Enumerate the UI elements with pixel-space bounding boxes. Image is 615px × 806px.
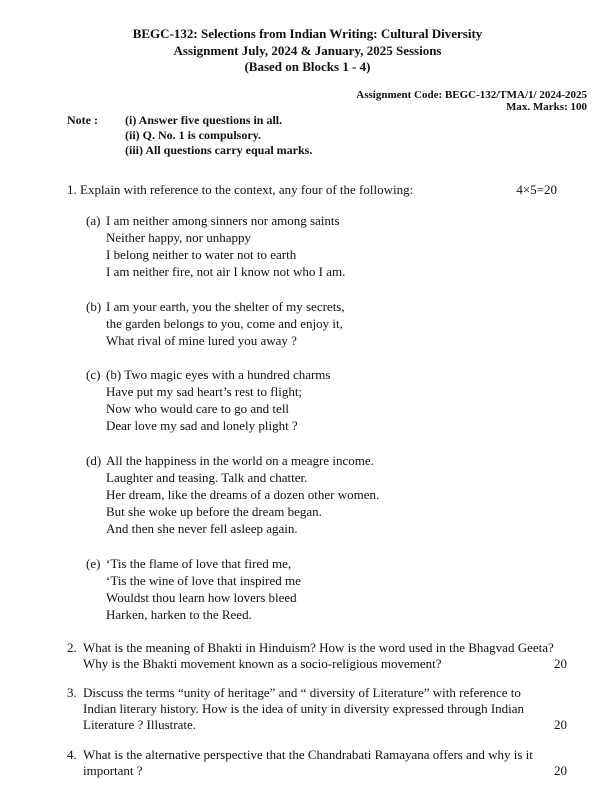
passage-label: (b) [86, 299, 102, 314]
question-number: 3. [67, 685, 77, 700]
passage-line: Laughter and teasing. Talk and chatter. [106, 470, 308, 485]
question-number: 2. [67, 640, 77, 655]
passage-line-text: (b) Two magic eyes with a hundred charms [106, 367, 331, 382]
question-line: Indian literary history. How is the idea of unity in diversity expressed through Indian [83, 701, 525, 716]
passage-line [86, 555, 301, 572]
question-3 [67, 685, 587, 735]
passage-b [86, 298, 345, 349]
question-text [83, 685, 583, 733]
passage-a [86, 212, 345, 280]
passage-line [86, 366, 330, 383]
question-line: Why is the Bhakti movement known as a socio-religious movement? [83, 656, 442, 671]
passage-line: What rival of mine lured you away ? [106, 333, 297, 348]
question-line: What is the meaning of Bhakti in Hinduism? How is the word used in the Bhagvad Geeta? [83, 640, 554, 655]
note-label: Note : [67, 113, 98, 127]
passage-line: Neither happy, nor unhappy [106, 230, 252, 245]
passage-line: Harken, harken to the Reed. [106, 607, 252, 622]
passage-line: the garden belongs to you, come and enjoy it, [106, 316, 343, 331]
passage-line: I belong neither to water not to earth [106, 247, 297, 262]
passage-line-text: I am your earth, you the shelter of my secrets, [106, 299, 345, 314]
passage-e [86, 555, 301, 623]
passage-line-text: All the happiness in the world on a meagre income. [106, 453, 374, 468]
question-line: Literature ? Illustrate. [83, 717, 196, 732]
question-1-marks: 4×5=20 [516, 182, 557, 197]
passage-line-text: ‘Tis the flame of love that fired me, [106, 556, 292, 571]
course-title: BEGC-132: Selections from Indian Writing: Cultural Diversity [132, 26, 483, 41]
passage-line: I am neither fire, not air I know not who I am. [106, 264, 346, 279]
question-text [83, 640, 583, 672]
passage-line: ‘Tis the wine of love that inspired me [106, 573, 301, 588]
passage-line: Have put my sad heart’s rest to flight; [106, 384, 303, 399]
passage-line [86, 212, 345, 229]
blocks-subtitle: (Based on Blocks 1 - 4) [244, 59, 371, 74]
passage-line: Now who would care to go and tell [106, 401, 290, 416]
passage-c [86, 366, 330, 434]
passage-line: Wouldst thou learn how lovers bleed [106, 590, 297, 605]
passage-line: Her dream, like the dreams of a dozen other women. [106, 487, 380, 502]
question-number: 4. [67, 747, 77, 762]
passage-line: And then she never fell asleep again. [106, 521, 298, 536]
question-marks: 20 [554, 717, 567, 732]
passage-label: (c) [86, 367, 101, 382]
passage-label: (d) [86, 453, 102, 468]
question-4 [67, 747, 587, 781]
note-line: (ii) Q. No. 1 is compulsory. [125, 128, 262, 142]
passage-line [86, 452, 379, 469]
question-marks: 20 [554, 763, 567, 778]
question-line: What is the alternative perspective that the Chandrabati Ramayana offers and why is it [83, 747, 533, 762]
question-text [83, 747, 583, 779]
question-line: important ? [83, 763, 143, 778]
note-line: (iii) All questions carry equal marks. [125, 143, 313, 157]
passage-line: But she woke up before the dream began. [106, 504, 322, 519]
question-2 [67, 640, 587, 674]
session-title: Assignment July, 2024 & January, 2025 Sessions [173, 43, 442, 58]
max-marks: Max. Marks: 100 [506, 101, 587, 113]
passage-d [86, 452, 379, 537]
question-1-text: 1. Explain with reference to the context, any four of the following: [67, 182, 414, 197]
assignment-code: Assignment Code: BEGC-132/TMA/1/ 2024-2025 [356, 89, 587, 101]
passage-label: (a) [86, 213, 101, 228]
question-line: Discuss the terms “unity of heritage” and “ diversity of Literature” with reference to [83, 685, 521, 700]
question-marks: 20 [554, 656, 567, 671]
passage-label: (e) [86, 556, 101, 571]
passage-line-text: I am neither among sinners nor among saints [106, 213, 340, 228]
passage-line: Dear love my sad and lonely plight ? [106, 418, 298, 433]
note-line: (i) Answer five questions in all. [125, 113, 283, 127]
passage-line [86, 298, 345, 315]
